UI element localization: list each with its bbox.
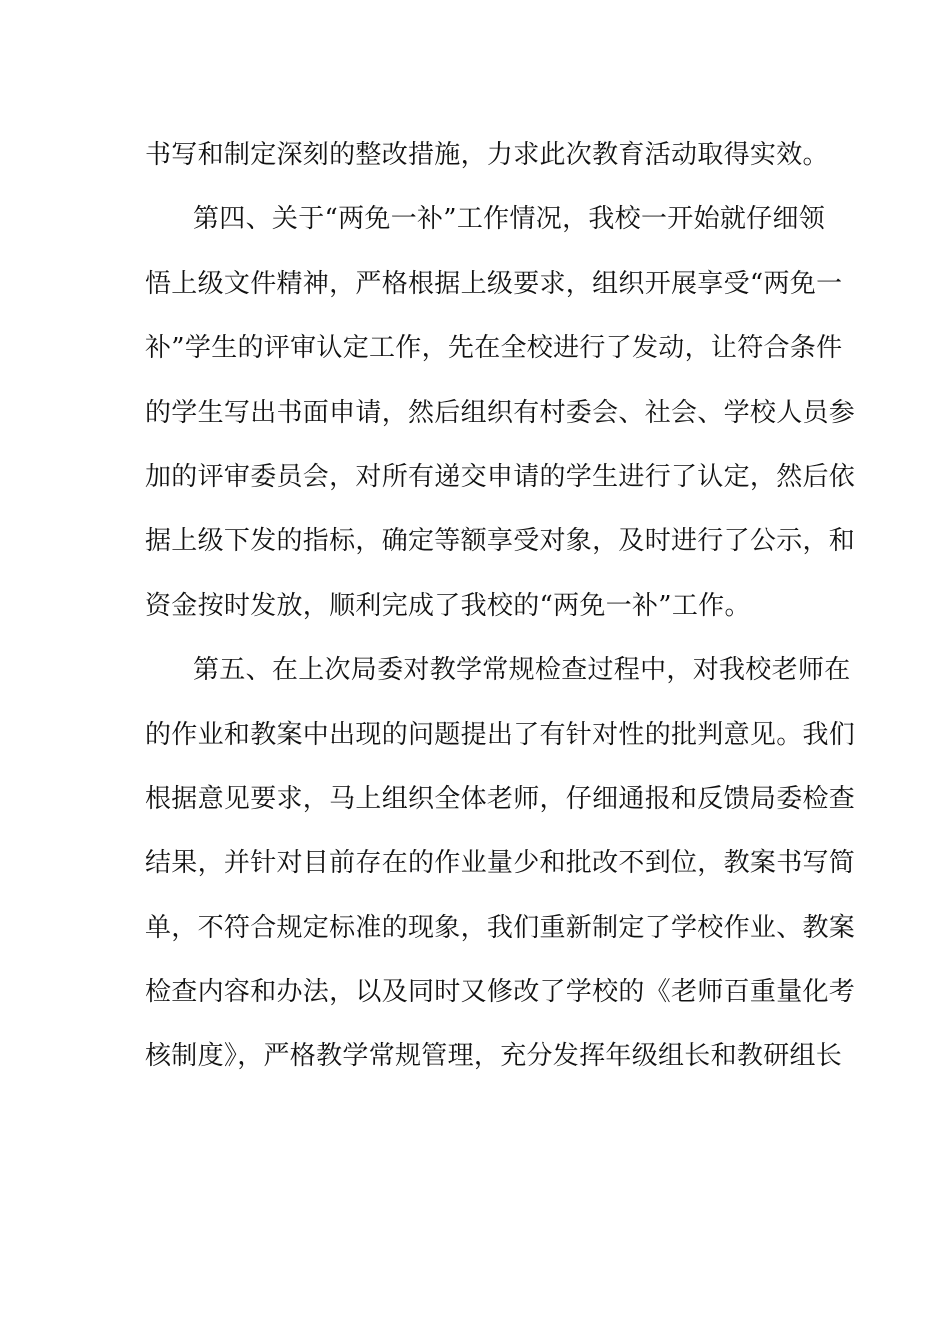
- paragraph-4-line-5: 加的评审委员会，对所有递交申请的学生进行了认定，然后依: [145, 461, 856, 492]
- paragraph-5-line-5: 单，不符合规定标准的现象，我们重新制定了学校作业、教案: [145, 912, 856, 943]
- paragraph-4-line-7: 资金按时发放，顺利完成了我校的“两免一补”工作。: [145, 590, 751, 621]
- paragraph-4-line-1: 第四、关于“两免一补”工作情况，我校一开始就仔细领: [193, 204, 826, 235]
- paragraph-5-line-2: 的作业和教案中出现的问题提出了有针对性的批判意见。我们: [145, 719, 856, 750]
- paragraph-5-line-1: 第五、在上次局委对教学常规检查过程中，对我校老师在: [193, 655, 851, 686]
- paragraph-4-line-3: 补”学生的评审认定工作，先在全校进行了发动，让符合条件: [145, 333, 843, 364]
- document-body: [145, 128, 856, 1094]
- paragraph-4-line-2: 悟上级文件精神，严格根据上级要求，组织开展享受“两免一: [145, 268, 843, 299]
- paragraph-5-line-3: 根据意见要求，马上组织全体老师，仔细通报和反馈局委检查: [145, 783, 856, 814]
- paragraph-4-line-6: 据上级下发的指标，确定等额享受对象，及时进行了公示，和: [145, 526, 856, 557]
- paragraph-5-line-4: 结果，并针对目前存在的作业量少和批改不到位，教案书写简: [145, 848, 856, 879]
- paragraph-4-line-4: 的学生写出书面申请，然后组织有村委会、社会、学校人员参: [145, 397, 856, 428]
- paragraph-5-line-6: 检查内容和办法，以及同时又修改了学校的《老师百重量化考: [145, 977, 856, 1008]
- paragraph-5-line-7: 核制度》，严格教学常规管理，充分发挥年级组长和教研组长: [145, 1041, 843, 1072]
- text-line-1: 书写和制定深刻的整改措施，力求此次教育活动取得实效。: [145, 140, 829, 170]
